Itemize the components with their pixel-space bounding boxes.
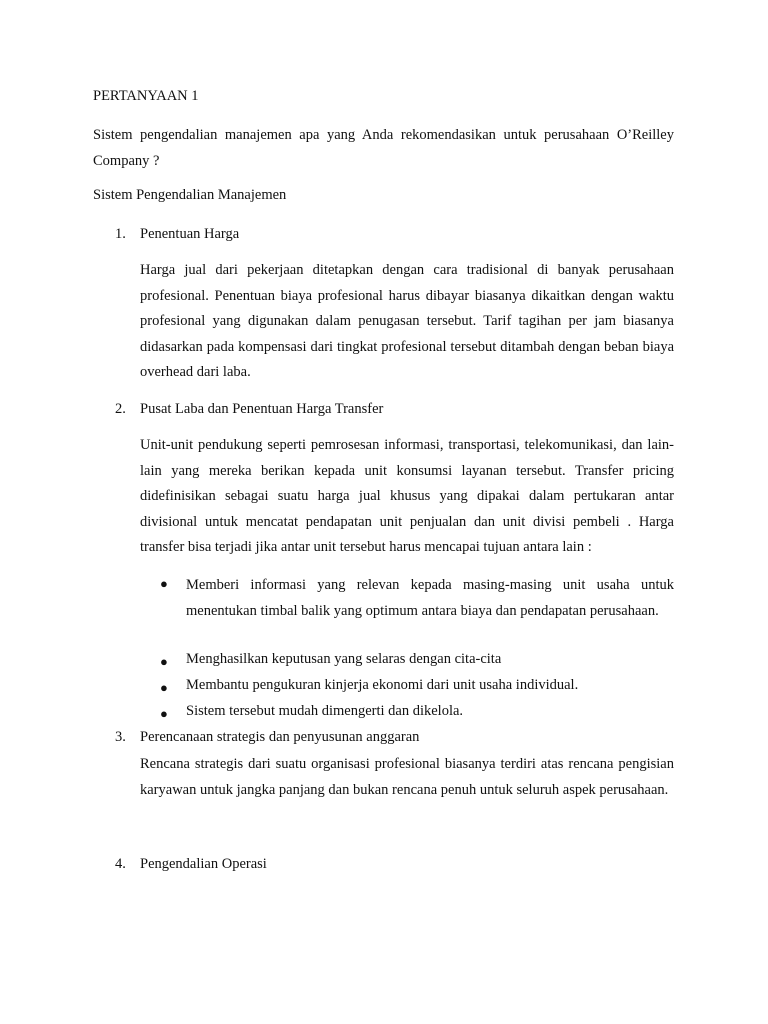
bullet-item-2: Menghasilkan keputusan yang selaras dengan cita-cita — [186, 651, 502, 667]
item-1-number: 1. — [115, 226, 126, 242]
bullet-item-4: Sistem tersebut mudah dimengerti dan dikelola. — [186, 703, 464, 719]
item-1-body: Harga jual dari pekerjaan ditetapkan dengan cara tradisional di banyak perusahaan profesional. Penentuan biaya profesional harus dibayar biasanya dikaitkan dengan waktu profesional yang digunakan dalam penugasan tersebut. Tarif tagihan per jam biasanya didasarkan pada kompensasi dari tingkat profesional tersebut ditambah dengan beban biaya overhead dari laba. — [140, 262, 674, 380]
item-3-body: Rencana strategis dari suatu organisasi profesional biasanya terdiri atas rencana pengisian karyawan untuk jangka panjang dan bukan rencana penuh untuk seluruh aspek perusahaan. — [140, 756, 674, 798]
bullet-marker: ● — [160, 680, 168, 695]
item-2-title: Pusat Laba dan Penentuan Harga Transfer — [140, 401, 384, 417]
item-2-number: 2. — [115, 401, 126, 417]
bullet-item-3: Membantu pengukuran kinjerja ekonomi dari unit usaha individual. — [186, 677, 579, 693]
item-4-number: 4. — [115, 856, 126, 872]
bullet-item-1: Memberi informasi yang relevan kepada masing-masing unit usaha untuk menentukan timbal balik yang optimum antara biaya dan pendapatan perusahaan. — [186, 577, 674, 619]
item-4-title: Pengendalian Operasi — [140, 856, 267, 872]
section-title: Sistem Pengendalian Manajemen — [93, 187, 287, 203]
bullet-marker: ● — [160, 706, 168, 721]
item-3-title: Perencanaan strategis dan penyusunan anggaran — [140, 729, 420, 745]
bullet-marker: ● — [160, 654, 168, 669]
item-2-body: Unit-unit pendukung seperti pemrosesan informasi, transportasi, telekomunikasi, dan lain-lain yang mereka berikan kepada unit konsumsi layanan tersebut. Transfer pricing didefinisikan sebagai suatu harga jual khusus yang dipakai dalam pertukaran antar divisional untuk mencatat pendapatan unit penjualan dan unit divisi pembeli . Harga transfer bisa terjadi jika antar unit tersebut harus mencapai tujuan antara lain : — [140, 437, 674, 555]
item-3-number: 3. — [115, 729, 126, 745]
item-1-title: Penentuan Harga — [140, 226, 240, 242]
bullet-marker: ● — [160, 576, 168, 591]
page-heading: PERTANYAAN 1 — [93, 88, 199, 104]
question-text: Sistem pengendalian manajemen apa yang Anda rekomendasikan untuk perusahaan O’Reilley Company ? — [93, 127, 674, 169]
